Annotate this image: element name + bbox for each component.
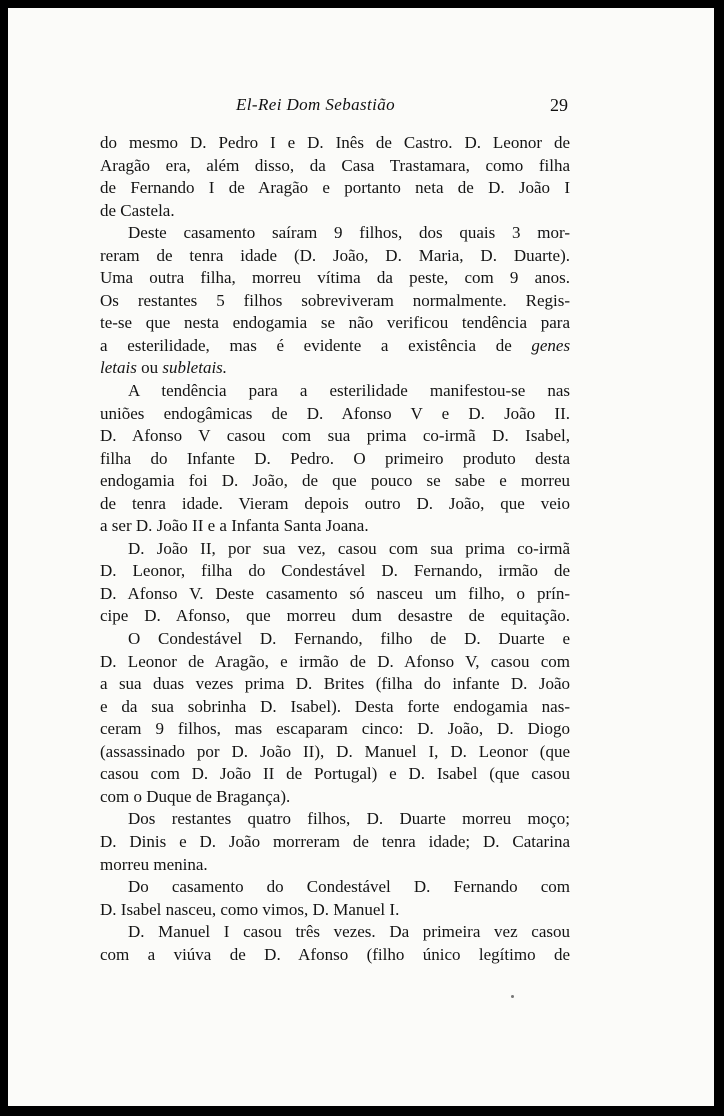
text-line: Os restantes 5 filhos sobreviveram normalmente. Regis- (100, 290, 570, 310)
text-line: Uma outra filha, morreu vítima da peste, com 9 anos. (100, 268, 570, 288)
text-line: te-se que nesta endogamia se não verificou tendência para (100, 313, 570, 333)
text-line: endogamia foi D. João, de que pouco se sabe e morreu (100, 471, 570, 491)
text-line: D. Dinis e D. João morreram de tenra idade; D. Catarina (100, 831, 570, 851)
text-line: Dos restantes quatro filhos, D. Duarte morreu moço; (128, 809, 570, 829)
text-line: reram de tenra idade (D. João, D. Maria, D. Duarte). (100, 245, 570, 265)
text-line: Do casamento do Condestável D. Fernando com (128, 877, 570, 897)
text-line: a ser D. João II e a Infanta Santa Joana. (100, 516, 369, 536)
text-line: D. Leonor de Aragão, e irmão de D. Afonso V, casou com (100, 651, 570, 671)
text-line: uniões endogâmicas de D. Afonso V e D. João II. (100, 403, 570, 423)
text-line: (assassinado por D. João II), D. Manuel I, D. Leonor (que (100, 741, 570, 761)
text-line: com a viúva de D. Afonso (filho único legítimo de (100, 944, 570, 964)
text-line: cipe D. Afonso, que morreu dum desastre de equitação. (100, 606, 570, 626)
text-line: Aragão era, além disso, da Casa Trastamara, como filha (100, 155, 570, 175)
text-line: casou com D. João II de Portugal) e D. Isabel (que casou (100, 764, 570, 784)
page-number: 29 (550, 95, 568, 115)
text-line: letais ou subletais. (100, 358, 228, 378)
text-line: D. Afonso V casou com sua prima co-irmã D. Isabel, (100, 426, 570, 446)
text-line: do mesmo D. Pedro I e D. Inês de Castro. D. Leonor de (100, 133, 570, 152)
text-line: D. Leonor, filha do Condestável D. Fernando, irmão de (100, 561, 570, 581)
paper-speck (511, 995, 514, 998)
text-line: O Condestável D. Fernando, filho de D. Duarte e (128, 629, 570, 649)
text-line: D. Manuel I casou três vezes. Da primeira vez casou (128, 922, 570, 942)
text-line: filha do Infante D. Pedro. O primeiro produto desta (100, 448, 570, 468)
text-line: a sua duas vezes prima D. Brites (filha do infante D. João (100, 674, 570, 694)
text-line: e da sua sobrinha D. Isabel). Desta forte endogamia nas- (100, 696, 570, 716)
running-title: El-Rei Dom Sebastião (236, 95, 396, 114)
text-line: morreu menina. (100, 854, 208, 874)
text-line: de Castela. (100, 200, 175, 220)
text-line: A tendência para a esterilidade manifestou-se nas (128, 381, 570, 401)
text-line: de tenra idade. Vieram depois outro D. João, que veio (100, 493, 570, 513)
text-line: D. Afonso V. Deste casamento só nasceu um filho, o prín- (100, 583, 570, 603)
text-line: ceram 9 filhos, mas escaparam cinco: D. João, D. Diogo (100, 719, 570, 739)
text-line: D. Isabel nasceu, como vimos, D. Manuel I. (100, 899, 400, 919)
text-line: a esterilidade, mas é evidente a existência de genes (100, 335, 571, 355)
text-line: com o Duque de Bragança). (100, 786, 291, 806)
page-header (8, 95, 714, 119)
text-line: de Fernando I de Aragão e portanto neta de D. João I (100, 178, 570, 198)
body-text (100, 132, 570, 966)
text-line: D. João II, por sua vez, casou com sua prima co-irmã (128, 538, 570, 558)
text-line: Deste casamento saíram 9 filhos, dos quais 3 mor- (128, 223, 570, 243)
book-page (8, 8, 714, 1106)
